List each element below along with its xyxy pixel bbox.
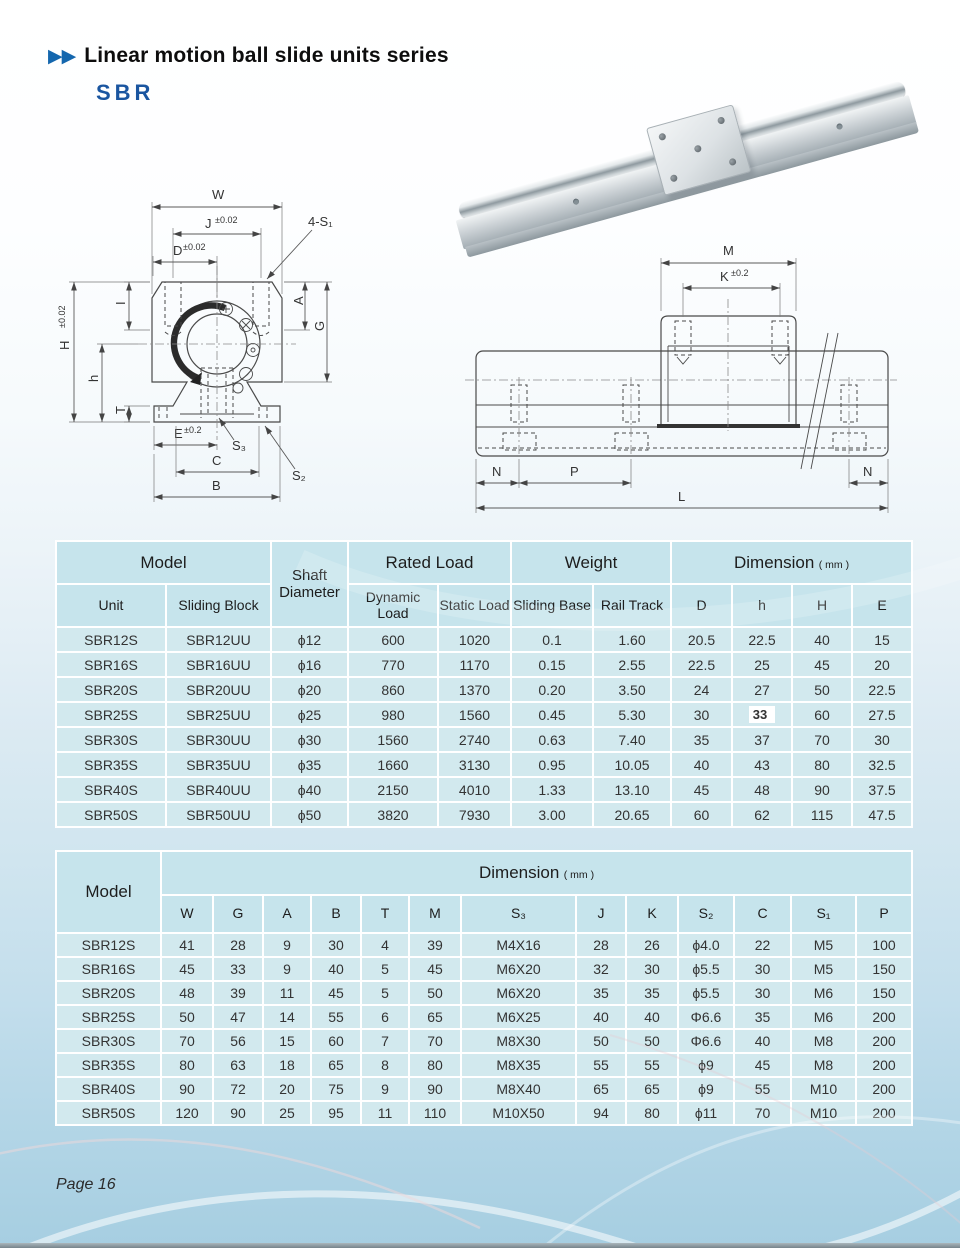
table-cell: 3.50 <box>593 677 671 702</box>
dim-label-C: C <box>212 453 222 468</box>
page-title: Linear motion ball slide units series <box>84 44 449 67</box>
table-cell: 9 <box>361 1077 409 1101</box>
table-row <box>56 1005 912 1029</box>
table-cell: 2740 <box>438 727 511 752</box>
column-header: Rail Track <box>593 584 671 627</box>
table-cell: 90 <box>792 777 852 802</box>
table-row <box>56 702 912 727</box>
table-cell: SBR12S <box>56 933 161 957</box>
table-cell: M10X50 <box>461 1101 576 1125</box>
table-cell: 1170 <box>438 652 511 677</box>
table-cell: 2150 <box>348 777 438 802</box>
table-cell: SBR35S <box>56 1053 161 1077</box>
table-cell: 90 <box>161 1077 213 1101</box>
dim-label-N-left: N <box>492 464 502 479</box>
table-cell: 27.5 <box>852 702 912 727</box>
dim-label-K: K <box>720 269 729 284</box>
dim-label-B: B <box>212 478 221 493</box>
table-cell: 3.00 <box>511 802 593 827</box>
table-cell: Φ6.6 <box>678 1029 734 1053</box>
table-cell: 63 <box>213 1053 263 1077</box>
dim-label-h: h <box>86 374 101 382</box>
table-cell: ϕ12 <box>271 627 348 652</box>
table-cell: 55 <box>734 1077 791 1101</box>
column-header: W <box>161 895 213 933</box>
table-cell: 9 <box>263 957 311 981</box>
table-cell: 40 <box>626 1005 678 1029</box>
table-cell: ϕ5.5 <box>678 957 734 981</box>
dim-label-S2: S₂ <box>292 468 306 483</box>
table-cell: 60 <box>671 802 732 827</box>
table-cell: 60 <box>311 1029 361 1053</box>
table-cell: 65 <box>626 1077 678 1101</box>
table-cell: 70 <box>734 1101 791 1125</box>
table-cell: SBR30UU <box>166 727 271 752</box>
table-cell: 90 <box>213 1101 263 1125</box>
column-header: G <box>213 895 263 933</box>
table-cell: 20.5 <box>671 627 732 652</box>
screw-icon <box>670 174 679 183</box>
table-cell: 30 <box>671 702 732 727</box>
dim-tol-E: ±0.2 <box>184 425 202 435</box>
table-cell: 200 <box>856 1101 912 1125</box>
dim-label-A: A <box>291 296 306 305</box>
table-cell: 33 <box>213 957 263 981</box>
table-row <box>56 752 912 777</box>
column-header: Unit <box>56 584 166 627</box>
series-name: SBR <box>96 80 155 105</box>
table-cell: 8 <box>361 1053 409 1077</box>
table-cell: 55 <box>311 1005 361 1029</box>
table-cell: 22 <box>734 933 791 957</box>
table-cell: 18 <box>263 1053 311 1077</box>
table-cell: 30 <box>626 957 678 981</box>
table-cell: SBR25S <box>56 1005 161 1029</box>
dim-label-T: T <box>113 406 128 414</box>
column-header: T <box>361 895 409 933</box>
table-cell: M5 <box>791 933 856 957</box>
table-row <box>56 1077 912 1101</box>
table-cell: M5 <box>791 957 856 981</box>
table-cell: 860 <box>348 677 438 702</box>
table-row <box>56 677 912 702</box>
table-cell: 62 <box>732 802 792 827</box>
table-row <box>56 1029 912 1053</box>
dimensions <box>476 243 888 513</box>
table-cell: 50 <box>576 1029 626 1053</box>
table-cell: ϕ16 <box>271 652 348 677</box>
subheader-row <box>56 584 912 627</box>
table-cell: 95 <box>311 1101 361 1125</box>
table-cell: 4 <box>361 933 409 957</box>
table-cell: 1560 <box>438 702 511 727</box>
table-row <box>56 1053 912 1077</box>
table-cell: 90 <box>409 1077 461 1101</box>
table-cell: ϕ35 <box>271 752 348 777</box>
table-cell: 39 <box>409 933 461 957</box>
table-cell: SBR25S <box>56 702 166 727</box>
dim-label-W: W <box>212 187 225 202</box>
table-cell: 45 <box>311 981 361 1005</box>
table-cell: SBR30S <box>56 727 166 752</box>
table-cell: 10.05 <box>593 752 671 777</box>
front-view-drawing <box>50 178 370 508</box>
screw-icon <box>694 144 703 153</box>
dim-label-N-right: N <box>863 464 873 479</box>
table-cell: 1660 <box>348 752 438 777</box>
table-cell: M10 <box>791 1101 856 1125</box>
column-header: Sliding Block <box>166 584 271 627</box>
rail-outline <box>465 299 897 469</box>
column-group-dimension: Dimension ( mm ) <box>161 851 912 895</box>
table-cell: 200 <box>856 1053 912 1077</box>
table-cell: 600 <box>348 627 438 652</box>
dim-label-P: P <box>570 464 579 479</box>
table-cell: 37.5 <box>852 777 912 802</box>
table-cell: 1560 <box>348 727 438 752</box>
table-cell: 22.5 <box>671 652 732 677</box>
table-cell: M8X40 <box>461 1077 576 1101</box>
table-cell: 20 <box>263 1077 311 1101</box>
table-cell: 25 <box>263 1101 311 1125</box>
table-cell: 32.5 <box>852 752 912 777</box>
screw-icon <box>728 158 737 167</box>
table-cell: 28 <box>213 933 263 957</box>
screw-icon <box>717 116 726 125</box>
table-cell: SBR40S <box>56 777 166 802</box>
table-cell: M8X35 <box>461 1053 576 1077</box>
table-cell: ϕ50 <box>271 802 348 827</box>
table-cell: 5.30 <box>593 702 671 727</box>
dim-label-4S1: 4-S₁ <box>308 214 333 229</box>
table-cell: 7930 <box>438 802 511 827</box>
screw-icon <box>658 132 667 141</box>
column-header: h <box>732 584 792 627</box>
table-cell: 80 <box>161 1053 213 1077</box>
table-cell: 50 <box>626 1029 678 1053</box>
table-cell: M6X20 <box>461 981 576 1005</box>
table-cell: 48 <box>732 777 792 802</box>
table-cell: 15 <box>852 627 912 652</box>
table-cell: ϕ30 <box>271 727 348 752</box>
table-cell: 45 <box>792 652 852 677</box>
table-cell: M6 <box>791 1005 856 1029</box>
table-cell: SBR25UU <box>166 702 271 727</box>
spec-table <box>55 540 913 828</box>
table-cell: 100 <box>856 933 912 957</box>
table-cell: M4X16 <box>461 933 576 957</box>
table-cell: ϕ4.0 <box>678 933 734 957</box>
column-group-dimension: Dimension ( mm ) <box>671 541 912 584</box>
dim-label-L: L <box>678 489 686 504</box>
column-header: H <box>792 584 852 627</box>
table-cell: 60 <box>792 702 852 727</box>
table-cell: M8 <box>791 1053 856 1077</box>
table-cell: 150 <box>856 981 912 1005</box>
table-cell: 40 <box>671 752 732 777</box>
dim-tol-K: ±0.2 <box>731 268 749 278</box>
table-cell: 70 <box>409 1029 461 1053</box>
table-cell: M6X25 <box>461 1005 576 1029</box>
dimensions <box>57 187 333 502</box>
table-cell: SBR20S <box>56 981 161 1005</box>
table-cell: SBR12S <box>56 627 166 652</box>
table-cell: 45 <box>671 777 732 802</box>
subheader-row <box>56 895 912 933</box>
table-row <box>56 627 912 652</box>
dim-tol-J: ±0.02 <box>215 215 238 225</box>
table-cell: SBR35UU <box>166 752 271 777</box>
table-cell: 39 <box>213 981 263 1005</box>
table-cell: 770 <box>348 652 438 677</box>
table-cell: 7.40 <box>593 727 671 752</box>
table-cell: 35 <box>671 727 732 752</box>
table-cell: 32 <box>576 957 626 981</box>
table-cell: 55 <box>576 1053 626 1077</box>
table-row <box>56 652 912 677</box>
column-header: P <box>856 895 912 933</box>
table-cell: 40 <box>311 957 361 981</box>
page-bottom-strip <box>0 1243 960 1248</box>
table-cell: 0.20 <box>511 677 593 702</box>
column-header: Sliding Base <box>511 584 593 627</box>
dim-label-I: I <box>113 301 128 305</box>
dimension-table <box>55 850 913 1126</box>
table-cell: 45 <box>734 1053 791 1077</box>
table-cell: 50 <box>161 1005 213 1029</box>
table-cell: 35 <box>734 1005 791 1029</box>
dim-label-J: J <box>205 216 212 231</box>
table-cell: 3820 <box>348 802 438 827</box>
table-cell: 5 <box>361 981 409 1005</box>
table-cell: SBR40UU <box>166 777 271 802</box>
table-cell: 45 <box>161 957 213 981</box>
page-number: Page 16 <box>56 1176 116 1193</box>
table-cell: 37 <box>732 727 792 752</box>
table-cell: 6 <box>361 1005 409 1029</box>
column-header: S₁ <box>791 895 856 933</box>
table-cell: SBR20S <box>56 677 166 702</box>
table-cell: 7 <box>361 1029 409 1053</box>
header-row <box>56 851 912 895</box>
table-row <box>56 981 912 1005</box>
column-group-model: Model <box>56 541 271 584</box>
table-cell: 115 <box>792 802 852 827</box>
column-header: K <box>626 895 678 933</box>
column-header: S₃ <box>461 895 576 933</box>
table-cell: 0.45 <box>511 702 593 727</box>
table-cell: 11 <box>361 1101 409 1125</box>
table-cell: 35 <box>576 981 626 1005</box>
table-cell: 94 <box>576 1101 626 1125</box>
table-cell: 47.5 <box>852 802 912 827</box>
table-cell: 0.63 <box>511 727 593 752</box>
table-cell: ϕ40 <box>271 777 348 802</box>
table-cell: ϕ9 <box>678 1053 734 1077</box>
table-row <box>56 802 912 827</box>
column-group-weight: Weight <box>511 541 671 584</box>
table-cell: 200 <box>856 1029 912 1053</box>
table-cell: 72 <box>213 1077 263 1101</box>
table-cell: 22.5 <box>732 627 792 652</box>
table-cell: 980 <box>348 702 438 727</box>
table-cell: 0.1 <box>511 627 593 652</box>
table-cell: 65 <box>409 1005 461 1029</box>
table-cell: M10 <box>791 1077 856 1101</box>
column-header-shaft-diameter: Shaft Diameter <box>271 541 348 627</box>
table-cell: 75 <box>311 1077 361 1101</box>
table-cell: 11 <box>263 981 311 1005</box>
table-cell: 9 <box>263 933 311 957</box>
table-cell: 20.65 <box>593 802 671 827</box>
table-cell: 33 <box>732 702 792 727</box>
table-cell: 1.33 <box>511 777 593 802</box>
column-header: J <box>576 895 626 933</box>
table-cell: 47 <box>213 1005 263 1029</box>
table-cell: SBR50S <box>56 1101 161 1125</box>
dim-label-D: D <box>173 243 183 258</box>
dim-tol-H: ±0.02 <box>57 305 67 328</box>
column-header: D <box>671 584 732 627</box>
table-cell: 65 <box>576 1077 626 1101</box>
table-cell: 43 <box>732 752 792 777</box>
table-cell: 3130 <box>438 752 511 777</box>
column-header: Static Load <box>438 584 511 627</box>
table-cell: 1020 <box>438 627 511 652</box>
dim-label-M: M <box>723 243 734 258</box>
table-cell: 40 <box>792 627 852 652</box>
table-cell: 27 <box>732 677 792 702</box>
table-row <box>56 727 912 752</box>
table-cell: SBR50UU <box>166 802 271 827</box>
table-cell: ϕ11 <box>678 1101 734 1125</box>
table-cell: M6X20 <box>461 957 576 981</box>
column-header: A <box>263 895 311 933</box>
table-cell: SBR12UU <box>166 627 271 652</box>
table-cell: 24 <box>671 677 732 702</box>
column-group-rated-load: Rated Load <box>348 541 511 584</box>
table-cell: 30 <box>734 981 791 1005</box>
table-cell: M8X30 <box>461 1029 576 1053</box>
table-cell: 35 <box>626 981 678 1005</box>
column-header: E <box>852 584 912 627</box>
column-header: B <box>311 895 361 933</box>
table-cell: SBR16S <box>56 957 161 981</box>
table-cell: 20 <box>852 652 912 677</box>
table-cell: 50 <box>792 677 852 702</box>
header-row <box>56 541 912 584</box>
table-cell: 30 <box>734 957 791 981</box>
double-arrow-icon: ▶▶ <box>48 45 76 67</box>
table-cell: 13.10 <box>593 777 671 802</box>
table-row <box>56 777 912 802</box>
dim-label-E: E <box>174 426 183 441</box>
table-cell: 2.55 <box>593 652 671 677</box>
side-view-drawing <box>435 235 925 525</box>
table-cell: 70 <box>161 1029 213 1053</box>
column-header: S₂ <box>678 895 734 933</box>
table-cell: 15 <box>263 1029 311 1053</box>
table-cell: 1.60 <box>593 627 671 652</box>
column-header-model: Model <box>56 851 161 933</box>
table-cell: 80 <box>792 752 852 777</box>
table-cell: 22.5 <box>852 677 912 702</box>
table-cell: 45 <box>409 957 461 981</box>
table-cell: 80 <box>409 1053 461 1077</box>
table-cell: 0.95 <box>511 752 593 777</box>
table-cell: 0.15 <box>511 652 593 677</box>
table-cell: 70 <box>792 727 852 752</box>
table-cell: 14 <box>263 1005 311 1029</box>
dim-label-S3: S₃ <box>232 438 246 453</box>
table-cell: 200 <box>856 1077 912 1101</box>
table-cell: 40 <box>576 1005 626 1029</box>
table-row <box>56 1101 912 1125</box>
dim-label-G: G <box>312 320 327 331</box>
table-cell: 48 <box>161 981 213 1005</box>
table-cell: ϕ25 <box>271 702 348 727</box>
table-cell: 28 <box>576 933 626 957</box>
table-cell: M6 <box>791 981 856 1005</box>
table-cell: 5 <box>361 957 409 981</box>
column-header: M <box>409 895 461 933</box>
table-cell: 30 <box>311 933 361 957</box>
dim-tol-D: ±0.02 <box>183 242 206 252</box>
table-cell: 30 <box>852 727 912 752</box>
table-cell: 26 <box>626 933 678 957</box>
table-cell: 80 <box>626 1101 678 1125</box>
table-cell: SBR20UU <box>166 677 271 702</box>
table-cell: 40 <box>734 1029 791 1053</box>
table-cell: ϕ5.5 <box>678 981 734 1005</box>
table-cell: 50 <box>409 981 461 1005</box>
table-cell: SBR50S <box>56 802 166 827</box>
table-row <box>56 957 912 981</box>
table-cell: 55 <box>626 1053 678 1077</box>
table-cell: 56 <box>213 1029 263 1053</box>
column-header: Dynamic Load <box>348 584 438 627</box>
table-cell: 110 <box>409 1101 461 1125</box>
table-cell: 65 <box>311 1053 361 1077</box>
table-cell: SBR16UU <box>166 652 271 677</box>
table-cell: Φ6.6 <box>678 1005 734 1029</box>
table-cell: ϕ9 <box>678 1077 734 1101</box>
table-cell: ϕ20 <box>271 677 348 702</box>
table-cell: SBR16S <box>56 652 166 677</box>
table-cell: M8 <box>791 1029 856 1053</box>
table-cell: 4010 <box>438 777 511 802</box>
table-cell: 41 <box>161 933 213 957</box>
table-cell: SBR35S <box>56 752 166 777</box>
table-cell: 150 <box>856 957 912 981</box>
table-row <box>56 933 912 957</box>
table-cell: 200 <box>856 1005 912 1029</box>
table-cell: SBR40S <box>56 1077 161 1101</box>
table-cell: 1370 <box>438 677 511 702</box>
table-cell: 25 <box>732 652 792 677</box>
column-header: C <box>734 895 791 933</box>
table-cell: SBR30S <box>56 1029 161 1053</box>
table-cell: 120 <box>161 1101 213 1125</box>
page-header <box>48 44 449 68</box>
dim-label-H: H <box>57 340 72 350</box>
